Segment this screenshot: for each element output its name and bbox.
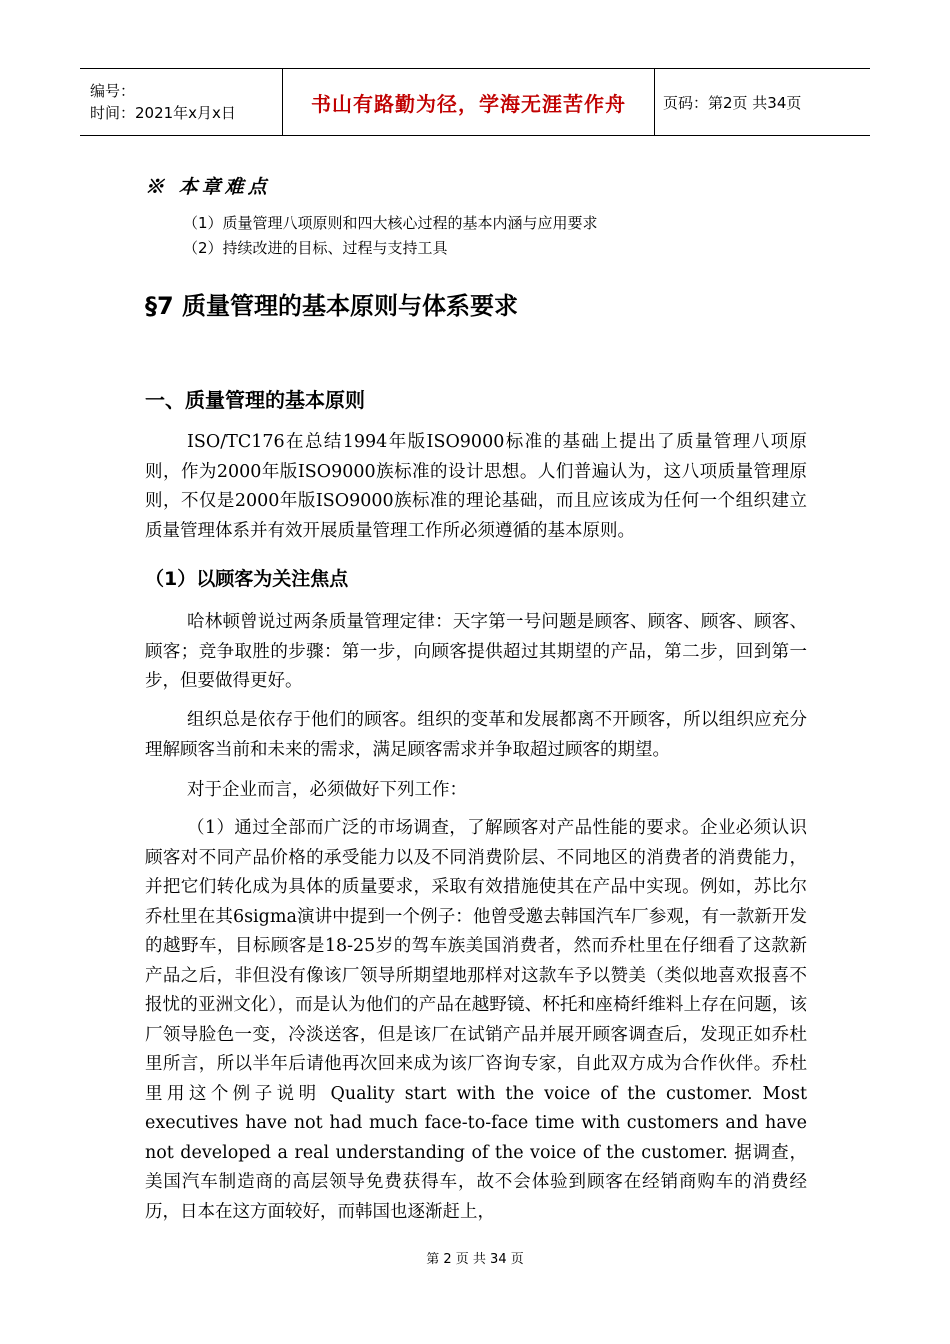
paragraph-intro: ISO/TC176在总结1994年版ISO9000标准的基础上提出了质量管理八项原则，作为2000年版ISO9000族标准的设计思想。人们普遍认为，这八项质量管理原则，不仅是2000年版ISO9000族标准的理论基础，而且应该成为任何一个组织建立质量管理体系并有效开展质量管理工作所必须遵循的基本原则。 [145, 432, 807, 541]
header-meta [80, 69, 282, 135]
paragraph-task-1: （1）通过全部而广泛的市场调查，了解顾客对产品性能的要求。企业必须认识顾客对不同产品价格的承受能力以及不同消费阶层、不同地区的消费者的消费能力，并把它们转化成为具体的质量要求，采取有效措施使其在产品中实现。例如，苏比尔乔杜里在其6sigma演讲中提到一个例子：他曾受邀去韩国汽车厂参观，有一款新开发的越野车，目标顾客是18-25岁的驾车族美国消费者，然而乔杜里在仔细看了这款新产品之后，非但没有像该厂领导所期望地那样对这款车予以赞美（类似地喜欢报喜不报忧的亚洲文化），而是认为他们的产品在越野镜、杯托和座椅纤维料上存在问题，该厂领导脸色一变，冷淡送客，但是该厂在试销产品并展开顾客调查后，发现正如乔杜里所言，所以半年后请他再次回来成为该厂咨询专家，自此双方成为合作伙伴。乔杜里用这个例子说明 Quality start with the voice of the customer. Most executives have not had much face-to-face time with customers and have not developed a real understanding of the voice of the customer. 据调查，美国汽车制造商的高层领导免费获得车，故不会体验到顾客在经销商购车的消费经历，日本在这方面较好，而韩国也逐渐赶上， [145, 818, 807, 1222]
paragraph-harrington: 哈林顿曾说过两条质量管理定律：天字第一号问题是顾客、顾客、顾客、顾客、顾客；竞争取胜的步骤：第一步，向顾客提供超过其期望的产品，第二步，回到第一步，但要做得更好。 [145, 612, 807, 691]
header-motto: 书山有路勤为径，学海无涯苦作舟 [282, 69, 655, 135]
page-footer: 第 2 页 共 34 页 [426, 1252, 524, 1267]
header-number-label: 编号： [90, 82, 136, 100]
chapter-title: §7 质量管理的基本原则与体系要求 [145, 292, 519, 320]
section-title: 一、质量管理的基本原则 [145, 388, 365, 412]
header-date-label: 时间：2021年x月x日 [90, 104, 236, 122]
subsection-title: （1）以顾客为关注焦点 [145, 568, 349, 590]
paragraph-customers: 组织总是依存于他们的顾客。组织的变革和发展都离不开顾客，所以组织应充分理解顾客当前和未来的需求，满足顾客需求并争取超过顾客的期望。 [145, 710, 807, 760]
difficulty-item: （2）持续改进的目标、过程与支持工具 [183, 239, 448, 257]
difficulty-title: ※ 本章难点 [145, 176, 271, 198]
page-header [80, 68, 870, 136]
difficulty-item: （1）质量管理八项原则和四大核心过程的基本内涵与应用要求 [183, 214, 598, 232]
paragraph-tasks-intro: 对于企业而言，必须做好下列工作： [187, 780, 467, 800]
header-page-info: 页码：第2页 共34页 [663, 93, 802, 112]
